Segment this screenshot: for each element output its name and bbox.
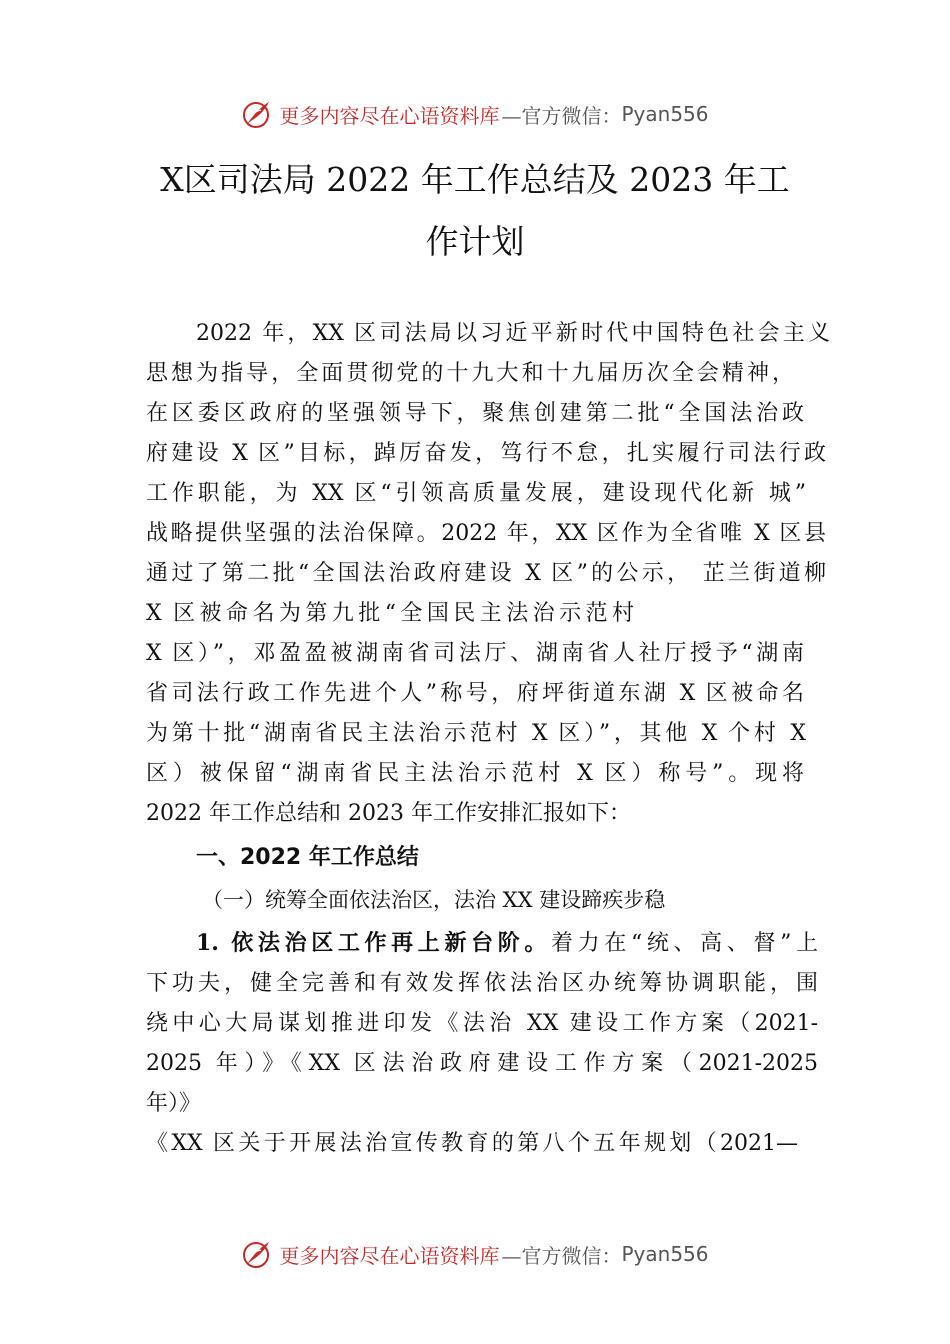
watermark-wechat-id: Pyan556 xyxy=(621,102,709,126)
item1-first-text: 着力在“统、高、督”上 xyxy=(551,931,818,956)
watermark-brand: 更多内容尽在心语资料库 xyxy=(279,103,500,128)
document-title-line-1: X区司法局 2022 年工作总结及 2023 年工 xyxy=(160,160,790,199)
intro-line-8: X 区被命名为第九批“全国民主法治示范村 xyxy=(146,601,634,626)
quill-logo-icon xyxy=(241,1238,273,1270)
watermark-header xyxy=(0,94,950,134)
intro-line-7: 通过了第二批“全国法治政府建设 X 区”的公示， 芷兰街道柳 xyxy=(146,561,826,586)
intro-line-5: 工作职能，为 XX 区“引领高质量发展，建设现代化新 城” xyxy=(146,481,806,506)
watermark-separator: —官方微信： xyxy=(501,1243,622,1268)
item1-line-6: 《XX 区关于开展法治宣传教育的第八个五年规划（2021— xyxy=(146,1131,798,1156)
document-title-line-2: 作计划 xyxy=(425,222,525,261)
watermark-separator: —官方微信： xyxy=(501,103,622,128)
section-heading-1: 一、2022 年工作总结 xyxy=(196,845,419,870)
watermark-wechat-id: Pyan556 xyxy=(621,1242,709,1266)
intro-line-4: 府建设 X 区”目标，踔厉奋发，笃行不怠，扎实履行司法行政 xyxy=(146,441,826,466)
watermark-footer xyxy=(0,1234,950,1274)
item1-line-4: 2025 年）》《XX 区法治政府建设工作方案（2021-2025 xyxy=(146,1051,818,1076)
intro-line-2: 思想为指导，全面贯彻党的十九大和十九届历次全会精神， xyxy=(146,361,794,386)
item1-line-3: 绕中心大局谋划推进印发《法治 XX 建设工作方案（2021- xyxy=(146,1011,818,1036)
intro-line-1: 2022 年，XX 区司法局以习近平新时代中国特色社会主义 xyxy=(196,321,830,346)
quill-logo-icon xyxy=(241,98,273,130)
intro-line-6: 战略提供坚强的法治保障。2022 年，XX 区作为全省唯 X 区县 xyxy=(146,521,826,546)
item1-first-line xyxy=(196,926,818,957)
watermark-brand: 更多内容尽在心语资料库 xyxy=(279,1243,500,1268)
intro-line-9: X 区）”，邓盈盈被湖南省司法厅、湖南省人社厅授予“湖南 xyxy=(146,641,804,666)
intro-line-11: 为第十批“湖南省民主法治示范村 X 区）”，其他 X 个村 X xyxy=(146,721,806,746)
intro-line-12: 区）被保留“湖南省民主法治示范村 X 区）称号”。现将 xyxy=(146,761,804,786)
intro-line-10: 省司法行政工作先进个人”称号，府坪街道东湖 X 区被命名 xyxy=(146,681,804,706)
intro-line-13: 2022 年工作总结和 2023 年工作安排汇报如下： xyxy=(146,801,631,826)
item1-label: 1. 依法治区工作再上新台阶。 xyxy=(196,930,552,956)
item1-line-2: 下功夫，健全完善和有效发挥依法治区办统筹协调职能，围 xyxy=(146,971,818,996)
subsection-heading-1: （一）统筹全面依法治区，法治 XX 建设蹄疾步稳 xyxy=(202,888,666,912)
intro-line-3: 在区委区政府的坚强领导下，聚焦创建第二批“全国法治政 xyxy=(146,401,804,426)
item1-line-5: 年）》 xyxy=(146,1091,202,1116)
